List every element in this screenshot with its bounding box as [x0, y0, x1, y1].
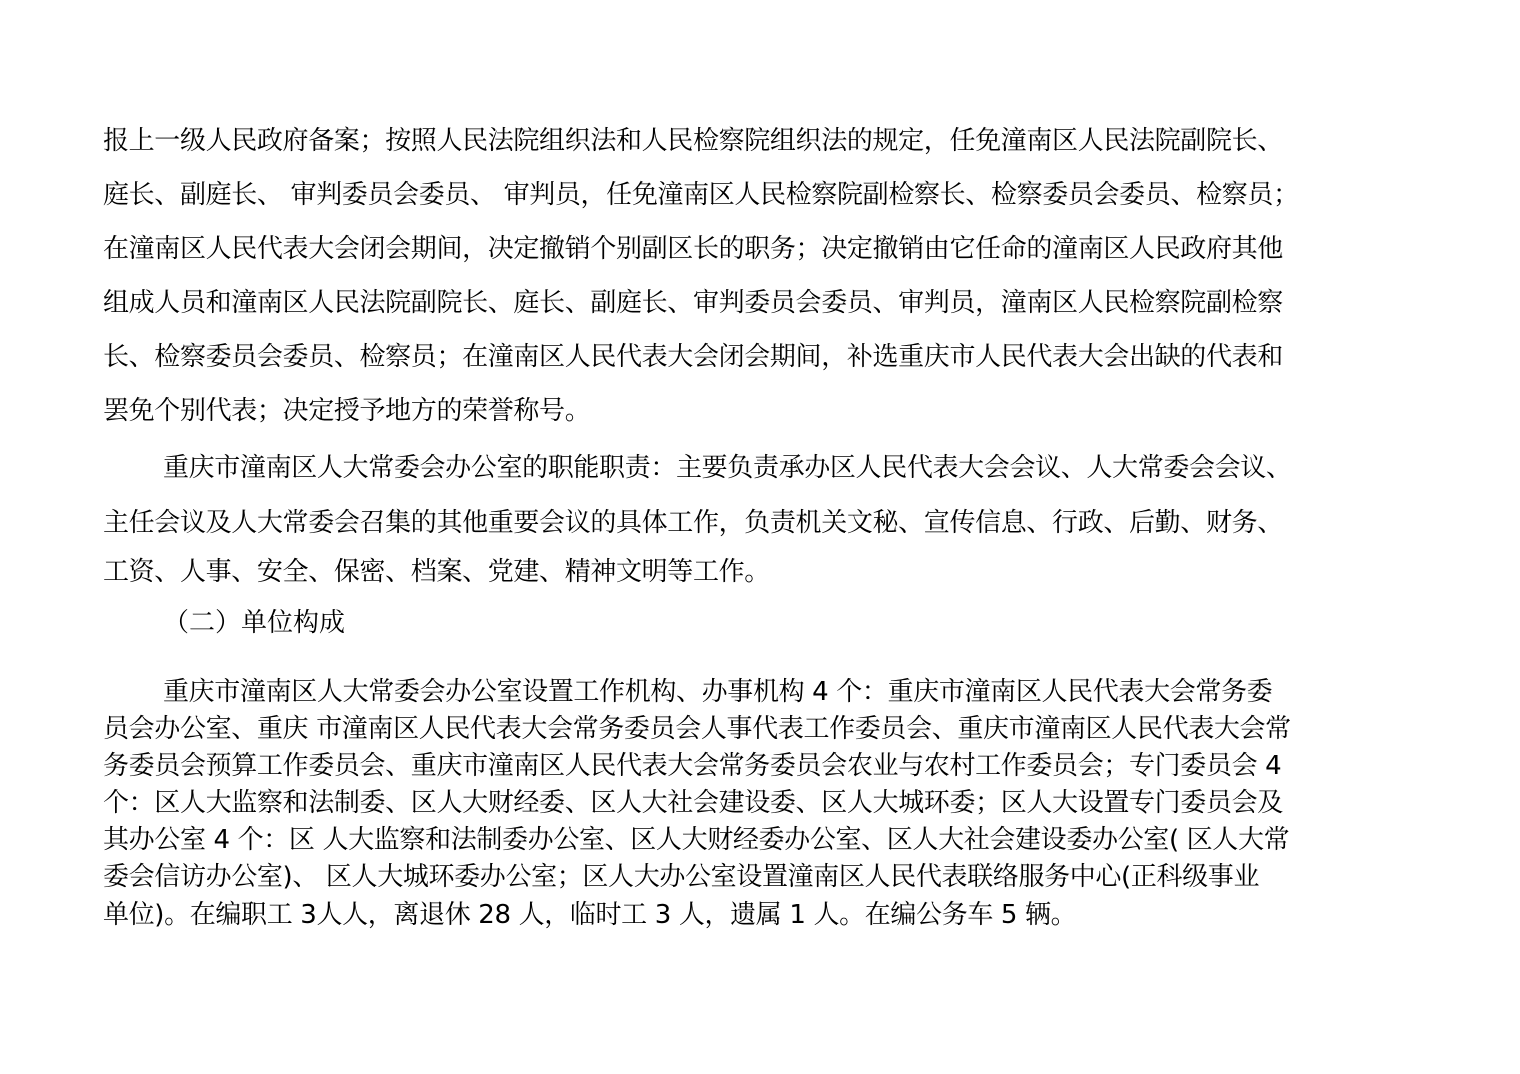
text-line: 务委员会预算工作委员会、重庆市潼南区人民代表大会常务委员会农业与农村工作委员会；专门委员会 4 — [103, 751, 1282, 781]
text-line: 在潼南区人民代表大会闭会期间，决定撤销个别副区长的职务；决定撤销由它任命的潼南区人民政府其他 — [103, 234, 1283, 264]
text-line: 组成人员和潼南区人民法院副院长、庭长、副庭长、审判委员会委员、审判员，潼南区人民检察院副检察 — [103, 288, 1283, 318]
text-line: 其办公室 4 个：区 人大监察和法制委办公室、区人大财经委办公室、区人大社会建设委办公室( 区人大常 — [103, 825, 1290, 855]
text-line: 工资、人事、安全、保密、档案、党建、精神文明等工作。 — [103, 557, 770, 587]
text-line: 报上一级人民政府备案；按照人民法院组织法和人民检察院组织法的规定，任免潼南区人民法院副院长、 — [103, 126, 1283, 156]
text-line: 单位)。在编职工 3人人，离退休 28 人，临时工 3 人，遗属 1 人。在编公务车 5 辆。 — [103, 900, 1077, 930]
text-line: 个：区人大监察和法制委、区人大财经委、区人大社会建设委、区人大城环委；区人大设置专门委员会及 — [103, 788, 1283, 818]
section-heading: （二）单位构成 — [163, 608, 346, 638]
text-line: 重庆市潼南区人大常委会办公室设置工作机构、办事机构 4 个：重庆市潼南区人民代表大会常务委 — [163, 677, 1273, 707]
text-line: 员会办公室、重庆 市潼南区人民代表大会常务委员会人事代表工作委员会、重庆市潼南区人民代表大会常 — [103, 714, 1291, 744]
text-line: 主任会议及人大常委会召集的其他重要会议的具体工作，负责机关文秘、宣传信息、行政、后勤、财务、 — [103, 508, 1283, 538]
text-line: 重庆市潼南区人大常委会办公室的职能职责：主要负责承办区人民代表大会会议、人大常委会会议、 — [163, 453, 1292, 483]
text-line: 长、检察委员会委员、检察员；在潼南区人民代表大会闭会期间，补选重庆市人民代表大会出缺的代表和 — [103, 342, 1283, 372]
text-line: 罢免个别代表；决定授予地方的荣誉称号。 — [103, 396, 591, 426]
text-line: 委会信访办公室)、 区人大城环委办公室；区人大办公室设置潼南区人民代表联络服务中心(正科级事业 — [103, 862, 1260, 892]
text-line: 庭长、副庭长、 审判委员会委员、 审判员，任免潼南区人民检察院副检察长、检察委员会委员、检察员； — [103, 180, 1299, 210]
